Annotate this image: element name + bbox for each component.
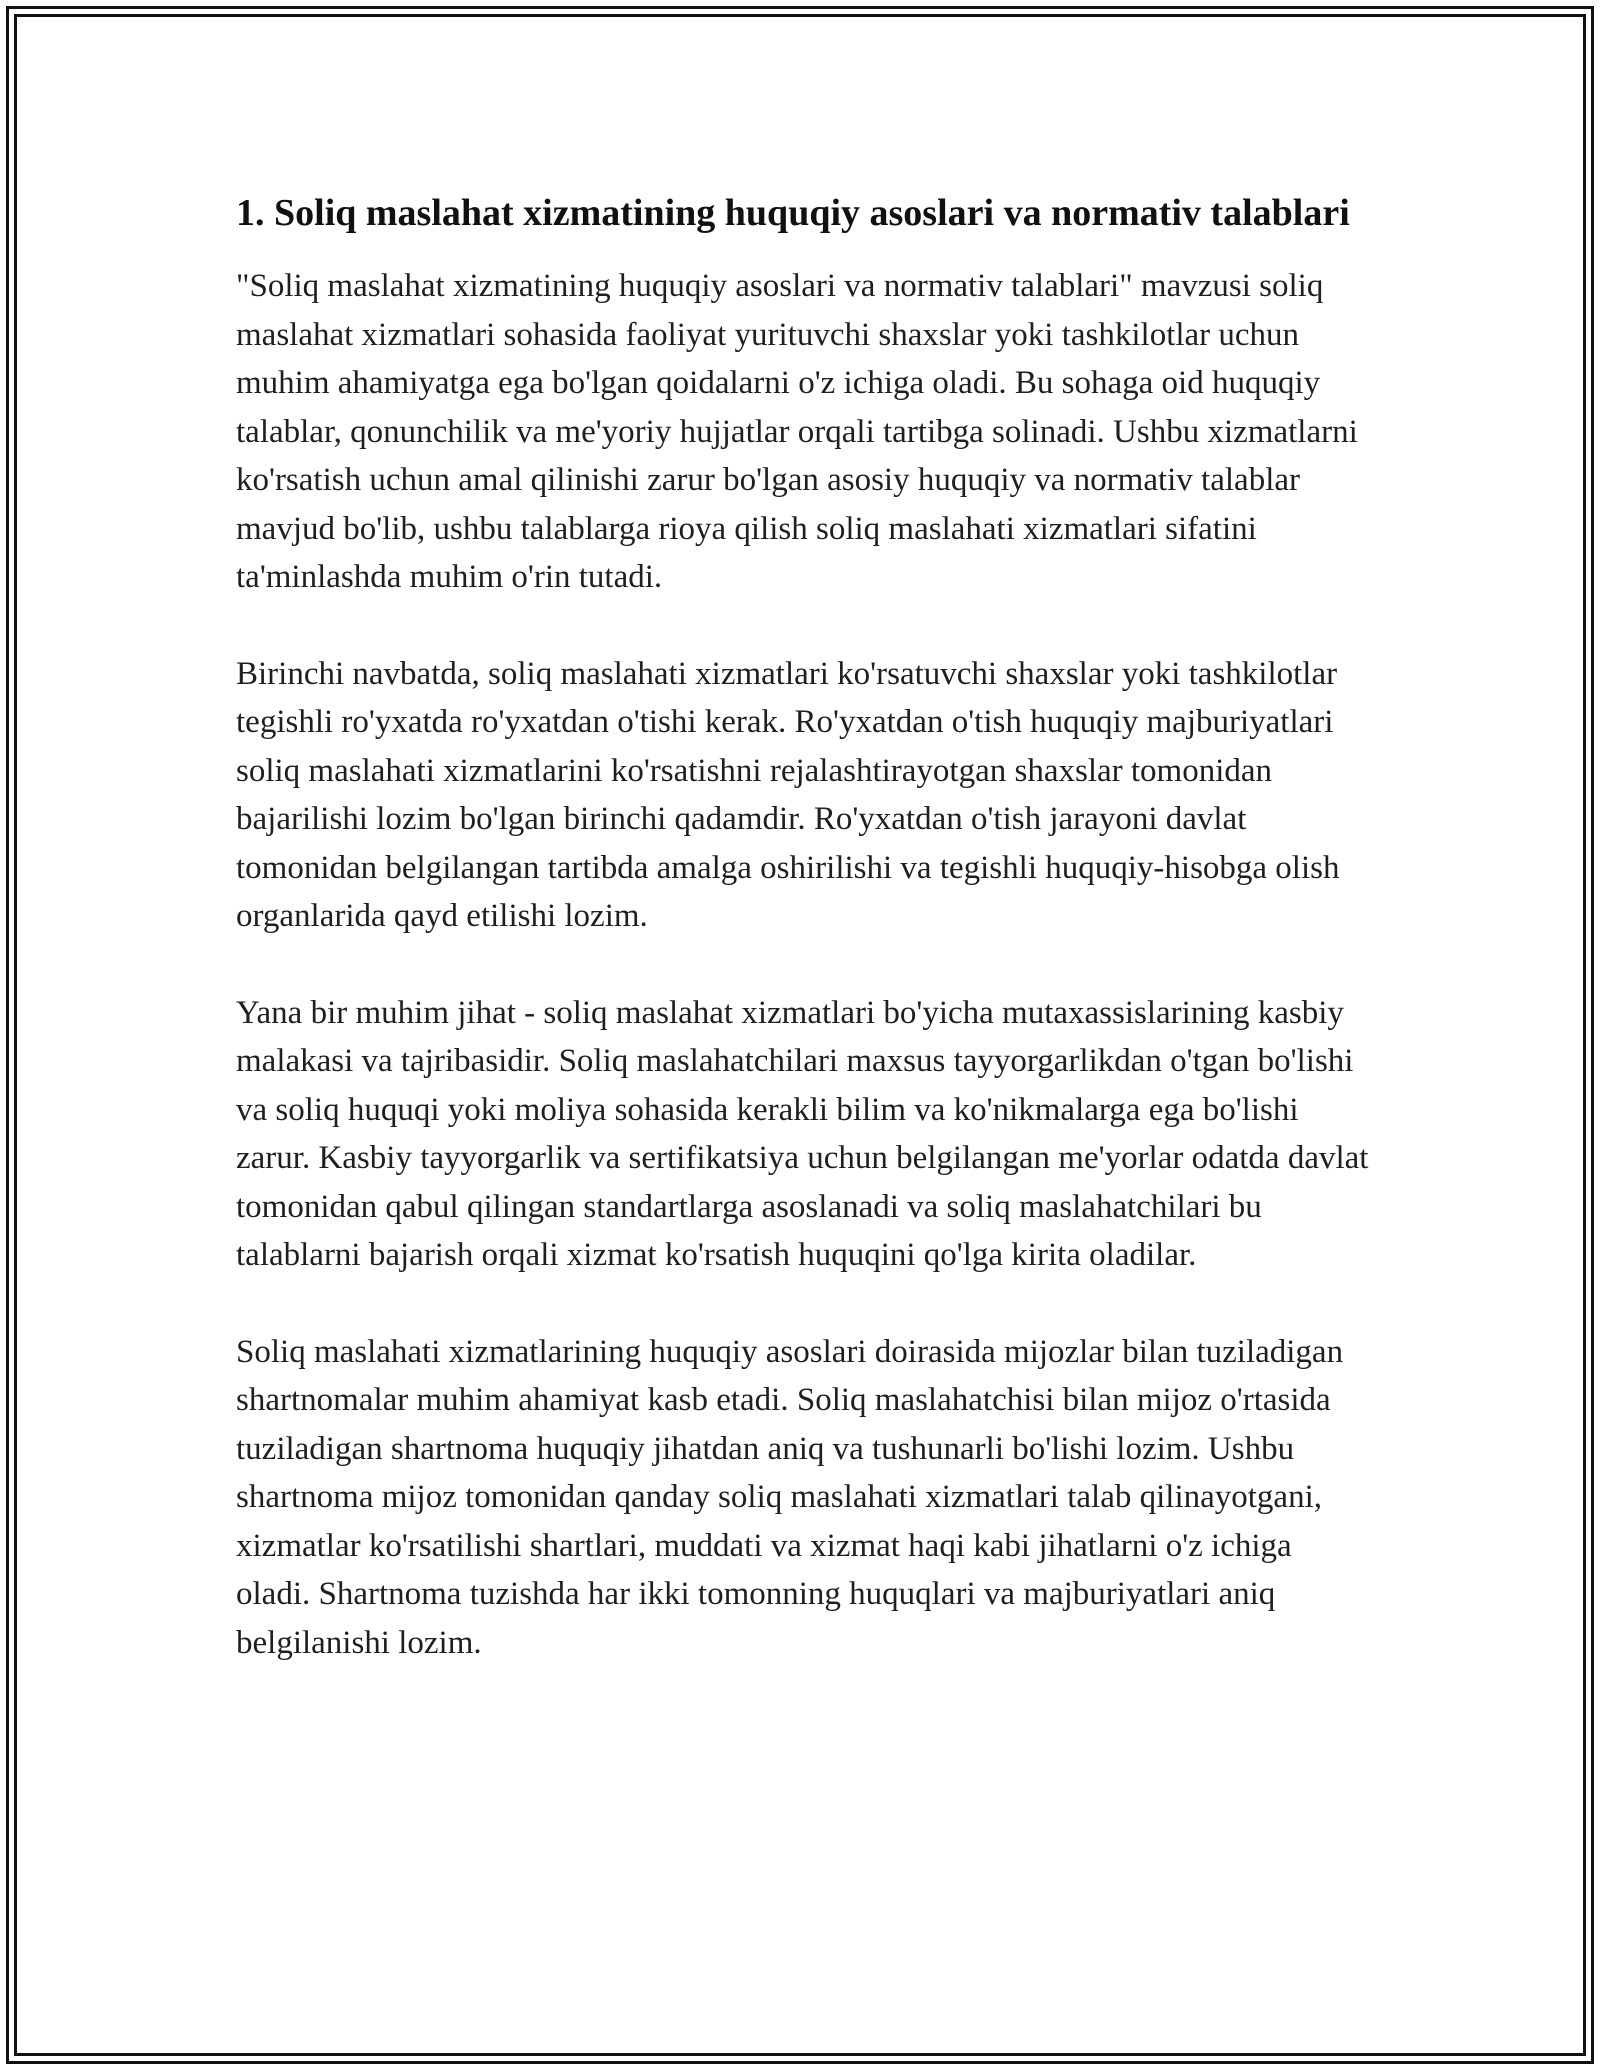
paragraph-qualification: Yana bir muhim jihat - soliq maslahat xizmatlari bo'yicha mutaxassislarining kasbiy malakasi va tajribasidir. Soliq maslahatchilari maxsus tayyorgarlikdan o'tgan bo'lishi va soliq huquqi yoki moliya sohasida kerakli bilim va ko'nikmalarga ega bo'lishi zarur. Kasbiy tayyorgarlik va sertifikatsiya uchun belgilangan me'yorlar odatda davlat tomonidan qabul qilingan standartlarga asoslanadi va soliq maslahatchilari bu talablarni bajarish orqali xizmat ko'rsatish huquqini qo'lga kirita oladilar. bbox=[236, 994, 1369, 1273]
paragraph-registration: Birinchi navbatda, soliq maslahati xizmatlari ko'rsatuvchi shaxslar yoki tashkilotlar tegishli ro'yxatda ro'yxatdan o'tishi kerak. Ro'yxatdan o'tish huquqiy majburiyatlari soliq maslahati xizmatlarini ko'rsatishni rejalashtirayotgan shaxslar tomonidan bajarilishi lozim bo'lgan birinchi qadamdir. Ro'yxatdan o'tish jarayoni davlat tomonidan belgilangan tartibda amalga oshirilishi va tegishli huquqiy-hisobga olish organlarida qayd etilishi lozim. bbox=[236, 655, 1340, 934]
section-heading: 1. Soliq maslahat xizmatining huquqiy asoslari va normativ talablari bbox=[236, 192, 1350, 234]
paragraph-contracts: Soliq maslahati xizmatlarining huquqiy asoslari doirasida mijozlar bilan tuziladigan shartnomalar muhim ahamiyat kasb etadi. Soliq maslahatchisi bilan mijoz o'rtasida tuziladigan shartnoma huquqiy jihatdan aniq va tushunarli bo'lishi lozim. Ushbu shartnoma mijoz tomonidan qanday soliq maslahati xizmatlari talab qilinayotgani, xizmatlar ko'rsatilishi shartlari, muddati va xizmat haqi kabi jihatlarni o'z ichiga oladi. Shartnoma tuzishda har ikki tomonning huquqlari va majburiyatlari aniq belgilanishi lozim. bbox=[236, 1333, 1344, 1661]
document-body bbox=[236, 186, 1372, 1715]
paragraph-intro: "Soliq maslahat xizmatining huquqiy asoslari va normativ talablari" mavzusi soliq maslahat xizmatlari sohasida faoliyat yurituvchi shaxslar yoki tashkilotlar uchun muhim ahamiyatga ega bo'lgan qoidalarni o'z ichiga oladi. Bu sohaga oid huquqiy talablar, qonunchilik va me'yoriy hujjatlar orqali tartibga solinadi. Ushbu xizmatlarni ko'rsatish uchun amal qilinishi zarur bo'lgan asosiy huquqiy va normativ talablar mavjud bo'lib, ushbu talablarga rioya qilish soliq maslahati xizmatlari sifatini ta'minlashda muhim o'rin tutadi. bbox=[236, 268, 1358, 595]
